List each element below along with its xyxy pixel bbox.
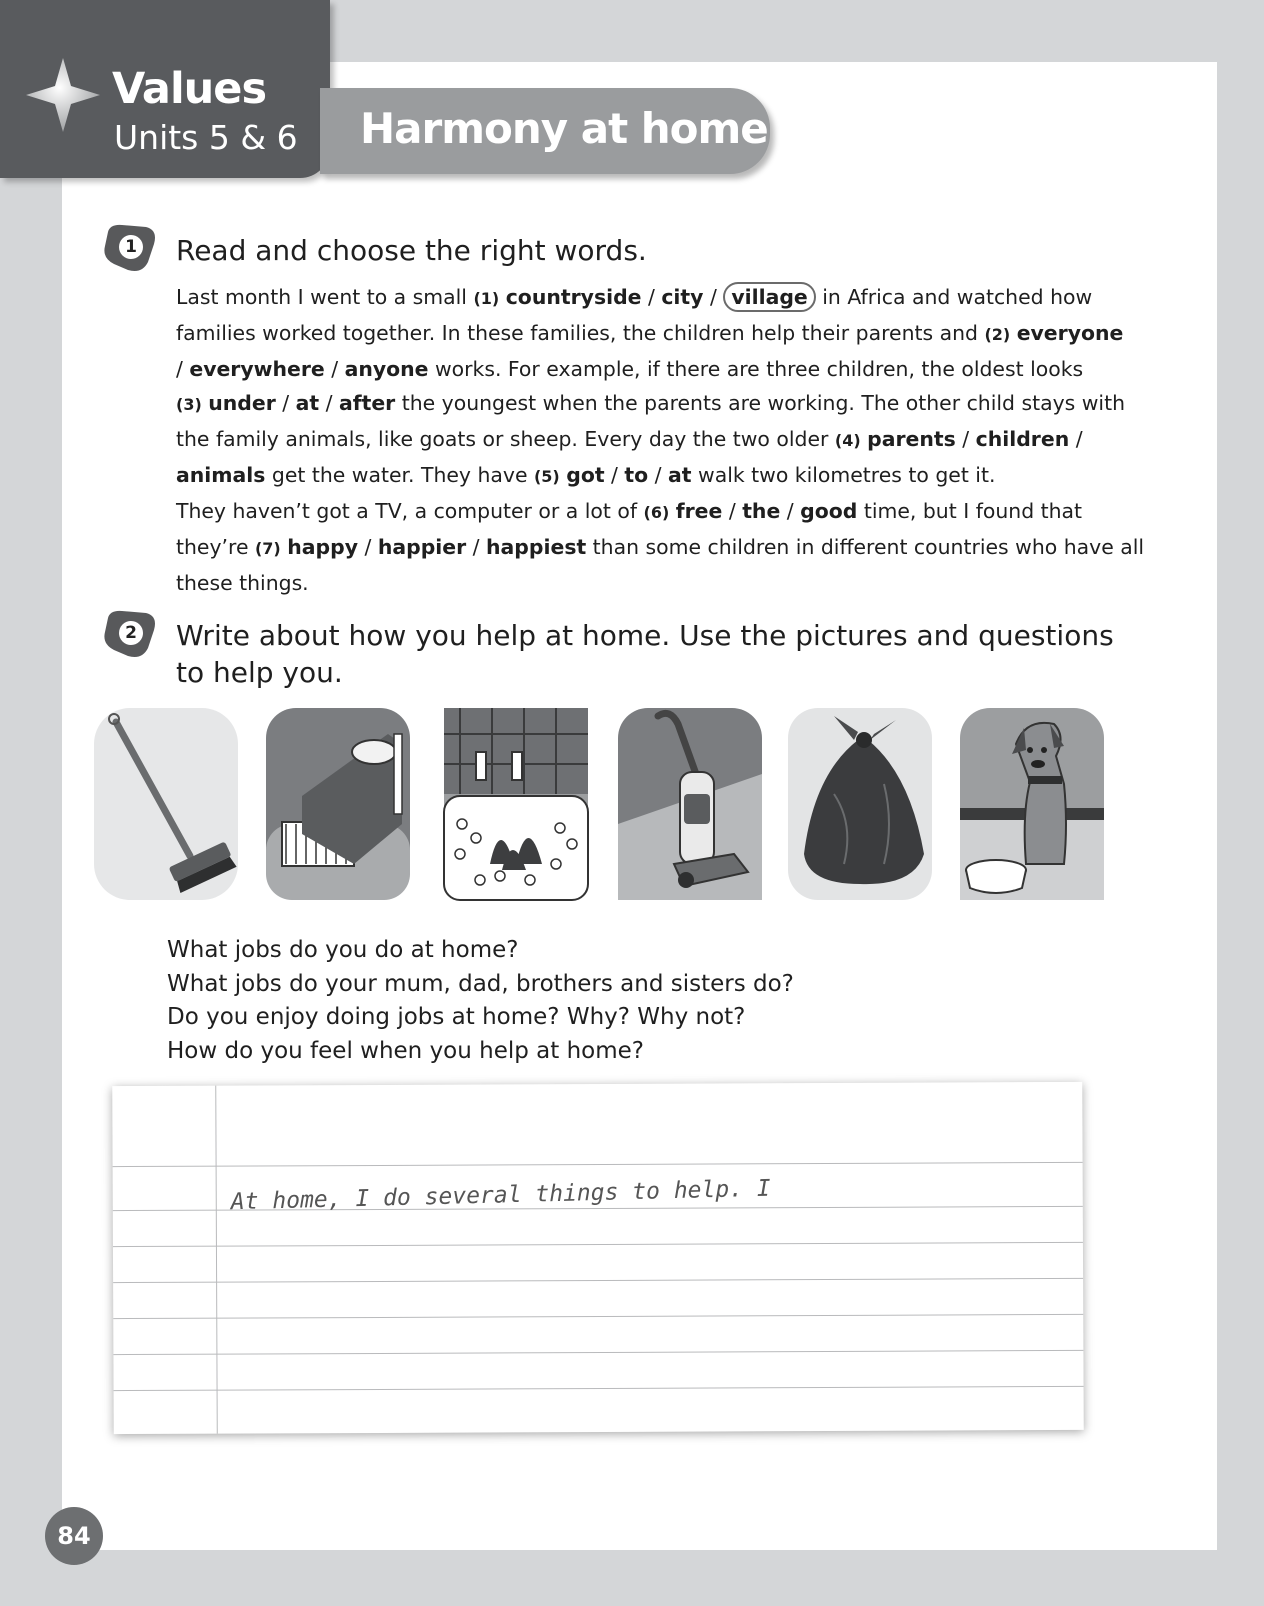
exercise-1-instruction: Read and choose the right words. — [176, 234, 647, 267]
text: Last month I went to a small — [176, 285, 474, 309]
option-village-circled[interactable]: village — [723, 282, 815, 312]
passage-line-8: they’re (7) happy / happier / happiest than some children in different countries who have all — [176, 535, 1145, 559]
gap-number: (4) — [834, 431, 861, 450]
instruction-line-1: Write about how you help at home. Use the pictures and questions — [176, 619, 1114, 652]
dishes-sink-icon — [440, 704, 592, 904]
text: get the water. They have — [265, 463, 534, 487]
option-animals[interactable]: animals — [176, 463, 266, 487]
text: families worked together. In these families, the children help their parents and — [176, 321, 985, 345]
passage-line-4: (3) under / at / after the youngest when the parents are working. The other child stays with — [176, 391, 1126, 415]
option-anyone[interactable]: anyone — [344, 357, 429, 381]
gap-number: (1) — [473, 289, 500, 308]
passage-line-3: / everywhere / anyone works. For example, if there are three children, the oldest looks — [176, 357, 1084, 381]
passage-line-1: Last month I went to a small (1) countryside / city / village in Africa and watched how — [176, 280, 1131, 316]
option-parents[interactable]: parents — [867, 427, 956, 451]
writing-area[interactable] — [112, 1082, 1084, 1434]
section-label: Values — [112, 64, 267, 114]
gap-number: (7) — [254, 539, 281, 558]
option-to[interactable]: to — [624, 463, 649, 487]
chores-pictures — [90, 704, 1140, 904]
option-free[interactable]: free — [675, 499, 723, 523]
page-title: Harmony at home — [360, 104, 768, 153]
text: walk two kilometres to get it. — [691, 463, 996, 487]
option-after[interactable]: after — [338, 391, 396, 415]
passage-line-6: animals get the water. They have (5) got / to / at walk two kilometres to get it. — [176, 463, 996, 487]
exercise-2-instruction — [176, 617, 1114, 691]
option-good[interactable]: good — [800, 499, 858, 523]
sample-answer: At home, I do several things to help. I — [230, 1175, 772, 1216]
option-got[interactable]: got — [566, 463, 605, 487]
passage-line-2 — [176, 316, 1131, 352]
option-the[interactable]: the — [742, 499, 781, 523]
page-number: 84 — [45, 1507, 103, 1565]
passage-line-5: the family animals, like goats or sheep. Every day the two older (4) parents / children / — [176, 427, 1083, 451]
passage-line-9: these things. — [176, 571, 309, 595]
broom-icon — [90, 704, 242, 904]
option-everyone[interactable]: everyone — [1016, 321, 1124, 345]
gap-number: (6) — [643, 503, 670, 522]
star-icon — [24, 56, 102, 134]
ruled-line — [113, 1314, 1083, 1319]
instruction-line-2: to help you. — [176, 656, 343, 689]
option-city[interactable]: city — [661, 285, 704, 309]
option-countryside[interactable]: countryside — [505, 285, 642, 309]
question-3: Do you enjoy doing jobs at home? Why? Why not? — [167, 1004, 746, 1030]
option-happier[interactable]: happier — [377, 535, 467, 559]
text: the family animals, like goats or sheep. Every day the two older — [176, 427, 835, 451]
text: time, but I found that — [857, 499, 1083, 523]
ruled-line — [113, 1350, 1083, 1355]
passage-line-7: They haven’t got a TV, a computer or a lot of (6) free / the / good time, but I found that — [176, 499, 1083, 523]
ruled-line — [113, 1162, 1083, 1167]
exercise-1-badge — [102, 222, 158, 274]
option-at[interactable]: at — [295, 391, 320, 415]
question-4: How do you feel when you help at home? — [167, 1037, 645, 1064]
dog-bowl-icon — [956, 704, 1108, 904]
option-everywhere[interactable]: everywhere — [189, 357, 325, 381]
text: works. For example, if there are three children, the oldest looks — [428, 357, 1084, 381]
ruled-line — [113, 1242, 1083, 1247]
text: than some children in different countries who have all — [586, 535, 1145, 559]
text: they’re — [176, 535, 255, 559]
gap-number: (2) — [984, 325, 1011, 344]
option-happiest[interactable]: happiest — [486, 535, 587, 559]
exercise-2-badge — [102, 608, 158, 660]
text: They haven’t got a TV, a computer or a lot of — [176, 499, 644, 523]
gap-number: (3) — [176, 395, 202, 414]
bed-icon — [262, 704, 414, 904]
exercise-2-number: 2 — [119, 621, 143, 645]
rubbish-bag-icon — [784, 704, 936, 904]
option-happy[interactable]: happy — [287, 535, 358, 559]
ruled-line — [114, 1386, 1084, 1391]
ruled-line — [113, 1278, 1083, 1283]
question-2: What jobs do your mum, dad, brothers and sisters do? — [167, 970, 794, 997]
option-at[interactable]: at — [668, 463, 692, 487]
question-1: What jobs do you do at home? — [167, 937, 519, 963]
option-children[interactable]: children — [975, 427, 1070, 451]
units-label: Units 5 & 6 — [114, 118, 298, 157]
vacuum-cleaner-icon — [614, 704, 766, 904]
gap-number: (5) — [533, 467, 560, 486]
margin-line — [215, 1086, 218, 1434]
prompt-questions — [167, 934, 794, 1068]
exercise-1-passage — [176, 280, 1145, 600]
exercise-1-number: 1 — [119, 235, 143, 259]
option-under[interactable]: under — [208, 391, 276, 415]
text: in Africa and watched how — [815, 285, 1093, 309]
text: the youngest when the parents are working. The other child stays with — [395, 391, 1126, 415]
